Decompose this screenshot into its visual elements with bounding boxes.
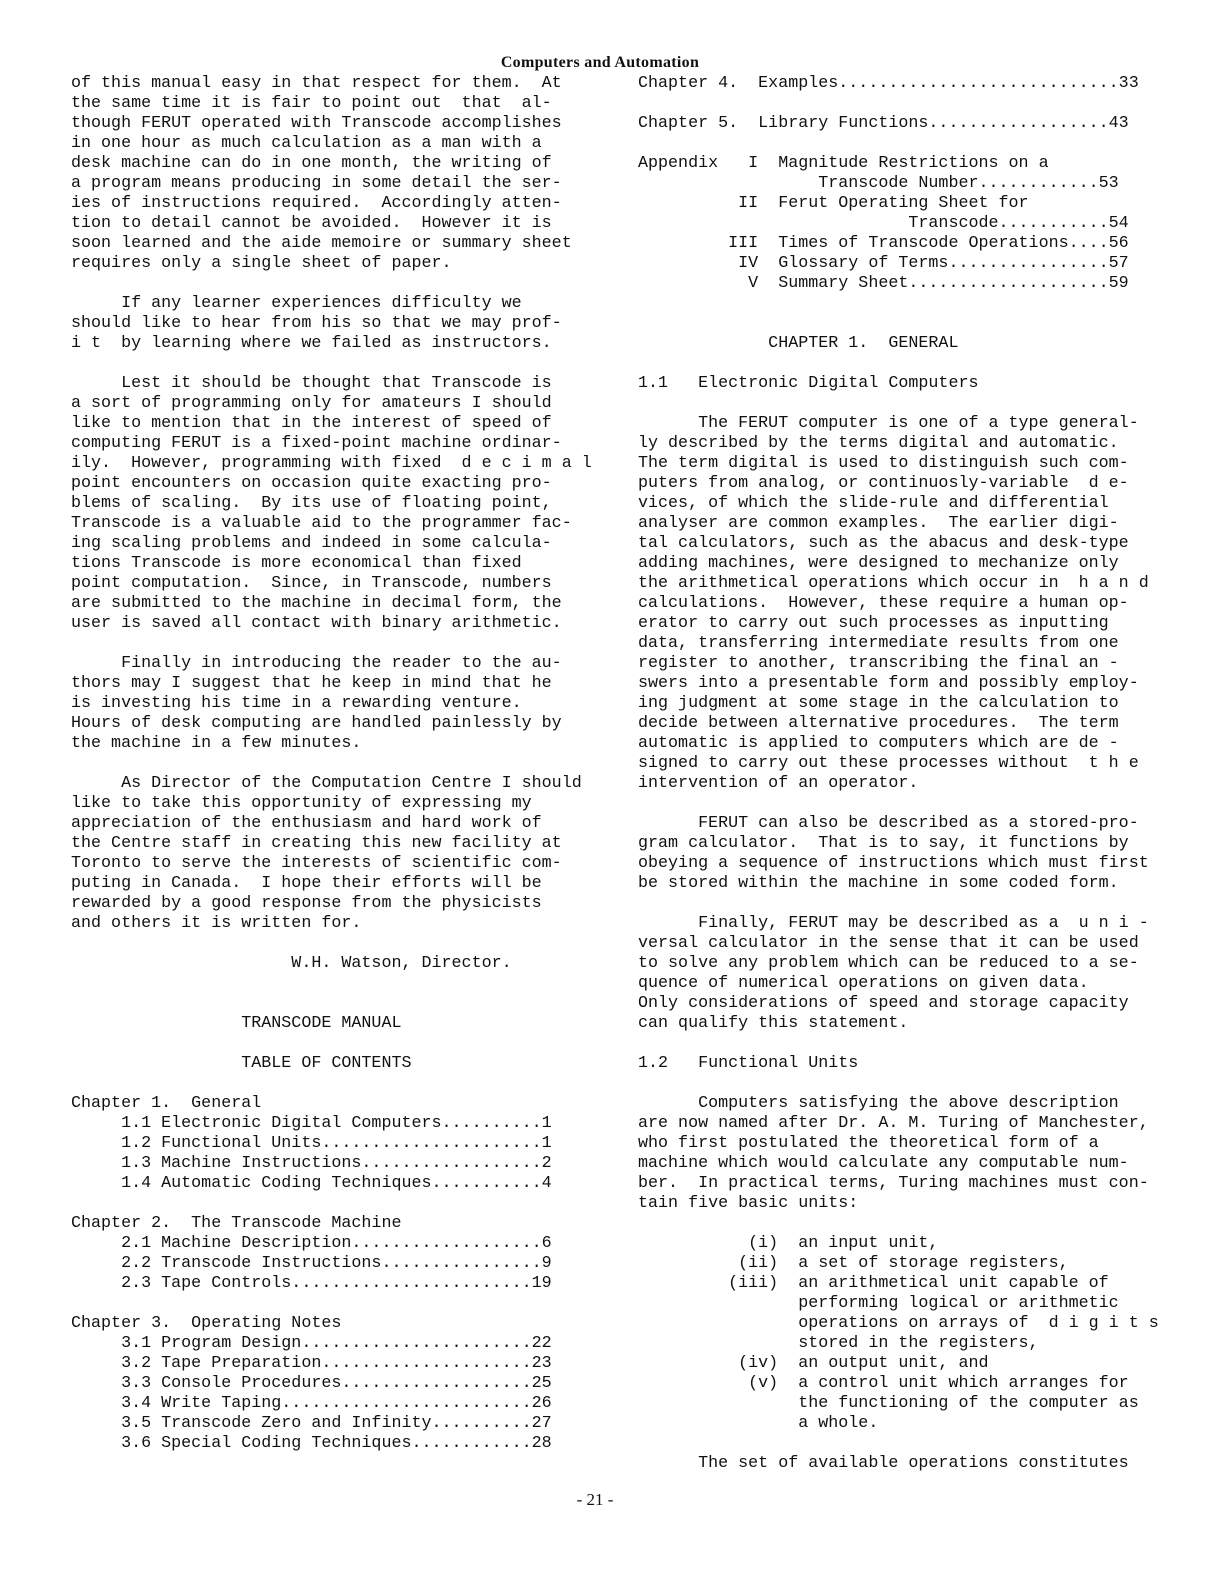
right-column-line: Transcode...........54 — [638, 214, 1129, 233]
left-column-line — [71, 974, 592, 994]
left-column-line: Hours of desk computing are handled painlessly by — [71, 714, 562, 733]
left-column-line: ies of instructions required. Accordingly atten- — [71, 194, 562, 213]
right-column-line: operations on arrays of d i g i t s — [638, 1314, 1159, 1333]
right-column-line: gram calculator. That is to say, it functions by — [638, 834, 1129, 853]
right-column-line: IV Glossary of Terms................57 — [638, 254, 1129, 273]
left-column-line — [71, 934, 592, 954]
right-column-line — [638, 1034, 1159, 1054]
left-column-line: user is saved all contact with binary arithmetic. — [71, 614, 562, 633]
right-column-line — [638, 794, 1159, 814]
left-column-line: computing FERUT is a fixed-point machine ordinar- — [71, 434, 562, 453]
left-column-line: As Director of the Computation Centre I should — [71, 774, 582, 793]
right-column-line: ber. In practical terms, Turing machines must con- — [638, 1174, 1149, 1193]
right-column-line: swers into a presentable form and possibly employ- — [638, 674, 1139, 693]
right-column-line: the arithmetical operations which occur in h a n d — [638, 574, 1149, 593]
left-column-line — [71, 1194, 592, 1214]
left-column-line — [71, 274, 592, 294]
right-column-line: III Times of Transcode Operations....56 — [638, 234, 1129, 253]
left-column-line: point encounters on occasion quite exacting pro- — [71, 474, 552, 493]
left-column-line: a sort of programming only for amateurs I should — [71, 394, 552, 413]
left-column-line: like to mention that in the interest of speed of — [71, 414, 552, 433]
left-column-line: Chapter 2. The Transcode Machine — [71, 1214, 402, 1233]
right-column-line: calculations. However, these require a human op- — [638, 594, 1129, 613]
right-column-line: (ii) a set of storage registers, — [638, 1254, 1069, 1273]
right-column-line — [638, 394, 1159, 414]
left-column-line: blems of scaling. By its use of floating point, — [71, 494, 552, 513]
left-column-line: 3.5 Transcode Zero and Infinity..........27 — [71, 1414, 552, 1433]
right-column-line: analyser are common examples. The earlier digi- — [638, 514, 1119, 533]
left-column-line: W.H. Watson, Director. — [71, 954, 512, 973]
left-column-line: 1.2 Functional Units......................1 — [71, 1134, 552, 1153]
right-column-line: tain five basic units: — [638, 1194, 859, 1213]
left-column-line: is investing his time in a rewarding venture. — [71, 694, 522, 713]
right-column-line: ly described by the terms digital and automatic. — [638, 434, 1119, 453]
right-column-line: V Summary Sheet....................59 — [638, 274, 1129, 293]
left-column-line — [71, 354, 592, 374]
right-column-line: Transcode Number............53 — [638, 174, 1119, 193]
left-column-line: thors may I suggest that he keep in mind that he — [71, 674, 552, 693]
left-column-line — [71, 1294, 592, 1314]
right-column-line — [638, 354, 1159, 374]
right-column-line — [638, 1074, 1159, 1094]
left-column-line: TRANSCODE MANUAL — [71, 1014, 402, 1033]
left-column-line: though FERUT operated with Transcode accomplishes — [71, 114, 562, 133]
left-column-line: 2.1 Machine Description...................6 — [71, 1234, 552, 1253]
right-column-line: erator to carry out such processes as inputting — [638, 614, 1109, 633]
right-column-line — [638, 94, 1159, 114]
right-column-line: data, transferring intermediate results from one — [638, 634, 1119, 653]
left-column-line: are submitted to the machine in decimal form, the — [71, 594, 562, 613]
left-column-line: 3.4 Write Taping.........................26 — [71, 1394, 552, 1413]
right-column-line: CHAPTER 1. GENERAL — [638, 334, 959, 353]
left-column-line — [71, 1034, 592, 1054]
left-column-line: desk machine can do in one month, the writing of — [71, 154, 552, 173]
right-column-line: The FERUT computer is one of a type general- — [638, 414, 1139, 433]
page-number: - 21 - — [576, 1490, 614, 1509]
left-column-line: the same time it is fair to point out that al- — [71, 94, 552, 113]
right-column-line: Chapter 5. Library Functions..................43 — [638, 114, 1129, 133]
left-column-line: appreciation of the enthusiasm and hard work of — [71, 814, 542, 833]
left-column-line: Transcode is a valuable aid to the programmer fac- — [71, 514, 572, 533]
right-column-line: are now named after Dr. A. M. Turing of Manchester, — [638, 1114, 1149, 1133]
left-column-line: TABLE OF CONTENTS — [71, 1054, 412, 1073]
left-column-line: 1.4 Automatic Coding Techniques...........4 — [71, 1174, 552, 1193]
right-column-line: The set of available operations constitutes — [638, 1454, 1129, 1473]
left-column-line: the machine in a few minutes. — [71, 734, 362, 753]
right-column-line: who first postulated the theoretical form of a — [638, 1134, 1099, 1153]
right-column — [638, 74, 1159, 1474]
right-column-line: can qualify this statement. — [638, 1014, 909, 1033]
left-column-line — [71, 634, 592, 654]
right-column-line: 1.1 Electronic Digital Computers — [638, 374, 979, 393]
left-column-line: ily. However, programming with fixed d e c i m a l — [71, 454, 592, 473]
left-column-line: i t by learning where we failed as instructors. — [71, 334, 552, 353]
left-column-line — [71, 1074, 592, 1094]
right-column-line: automatic is applied to computers which are de - — [638, 734, 1119, 753]
right-column-line: (iv) an output unit, and — [638, 1354, 989, 1373]
right-column-line — [638, 894, 1159, 914]
right-column-line: FERUT can also be described as a stored-pro- — [638, 814, 1139, 833]
left-column-line: Finally in introducing the reader to the au- — [71, 654, 562, 673]
right-column-line: machine which would calculate any computable num- — [638, 1154, 1129, 1173]
left-column-line: 2.2 Transcode Instructions................9 — [71, 1254, 552, 1273]
left-column-line: puting in Canada. I hope their efforts will be — [71, 874, 542, 893]
left-column-line: Lest it should be thought that Transcode is — [71, 374, 552, 393]
left-column-line — [71, 994, 592, 1014]
right-column-line: Chapter 4. Examples............................33 — [638, 74, 1139, 93]
right-column-line: (v) a control unit which arranges for — [638, 1374, 1129, 1393]
right-column-line: intervention of an operator. — [638, 774, 919, 793]
right-column-line: signed to carry out these processes without t h e — [638, 754, 1139, 773]
left-column-line: 1.3 Machine Instructions..................2 — [71, 1154, 552, 1173]
right-column-line — [638, 134, 1159, 154]
right-column-line: puters from analog, or continuosly-variable d e- — [638, 474, 1129, 493]
left-column-line: ing scaling problems and indeed in some calcula- — [71, 534, 552, 553]
left-column-line: point computation. Since, in Transcode, numbers — [71, 574, 552, 593]
right-column-line: Finally, FERUT may be described as a u n i - — [638, 914, 1149, 933]
right-column-line: decide between alternative procedures. The term — [638, 714, 1119, 733]
right-column-line: tal calculators, such as the abacus and desk-type — [638, 534, 1129, 553]
left-column-line: If any learner experiences difficulty we — [71, 294, 522, 313]
left-column-line: 2.3 Tape Controls........................19 — [71, 1274, 552, 1293]
left-column — [71, 74, 592, 1454]
right-column-line: 1.2 Functional Units — [638, 1054, 859, 1073]
left-column-line: 3.1 Program Design.......................22 — [71, 1334, 552, 1353]
right-column-line: a whole. — [638, 1414, 879, 1433]
right-column-line: performing logical or arithmetic — [638, 1294, 1119, 1313]
right-column-line: to solve any problem which can be reduced to a se- — [638, 954, 1139, 973]
left-column-line: Toronto to serve the interests of scientific com- — [71, 854, 562, 873]
left-column-line: the Centre staff in creating this new facility at — [71, 834, 562, 853]
left-column-line: of this manual easy in that respect for them. At — [71, 74, 562, 93]
left-column-line: 3.2 Tape Preparation.....................23 — [71, 1354, 552, 1373]
right-column-line: vices, of which the slide-rule and differential — [638, 494, 1109, 513]
right-column-line: quence of numerical operations on given data. — [638, 974, 1089, 993]
right-column-line: The term digital is used to distinguish such com- — [638, 454, 1129, 473]
right-column-line: the functioning of the computer as — [638, 1394, 1139, 1413]
right-column-line: obeying a sequence of instructions which must first — [638, 854, 1149, 873]
right-column-line: stored in the registers, — [638, 1334, 1039, 1353]
right-column-line: Appendix I Magnitude Restrictions on a — [638, 154, 1049, 173]
left-column-line: and others it is written for. — [71, 914, 362, 933]
right-column-line — [638, 1434, 1159, 1454]
left-column-line: 1.1 Electronic Digital Computers..........1 — [71, 1114, 552, 1133]
right-column-line: (iii) an arithmetical unit capable of — [638, 1274, 1109, 1293]
right-column-line: II Ferut Operating Sheet for — [638, 194, 1029, 213]
right-column-line: Only considerations of speed and storage capacity — [638, 994, 1129, 1013]
right-column-line: adding machines, were designed to mechanize only — [638, 554, 1119, 573]
left-column-line: like to take this opportunity of expressing my — [71, 794, 532, 813]
right-column-line: (i) an input unit, — [638, 1234, 939, 1253]
right-column-line: register to another, transcribing the final an - — [638, 654, 1119, 673]
left-column-line: 3.3 Console Procedures...................25 — [71, 1374, 552, 1393]
right-column-line — [638, 314, 1159, 334]
running-header: Computers and Automation — [500, 54, 700, 71]
right-column-line: be stored within the machine in some coded form. — [638, 874, 1119, 893]
left-column-line: soon learned and the aide memoire or summary sheet — [71, 234, 572, 253]
right-column-line: ing judgment at some stage in the calculation to — [638, 694, 1119, 713]
right-column-line: versal calculator in the sense that it can be used — [638, 934, 1139, 953]
left-column-line: should like to hear from his so that we may prof- — [71, 314, 562, 333]
left-column-line: tions Transcode is more economical than fixed — [71, 554, 522, 573]
left-column-line: tion to detail cannot be avoided. However it is — [71, 214, 552, 233]
left-column-line: in one hour as much calculation as a man with a — [71, 134, 542, 153]
right-column-line — [638, 294, 1159, 314]
left-column-line: rewarded by a good response from the physicists — [71, 894, 542, 913]
left-column-line — [71, 754, 592, 774]
right-column-line: Computers satisfying the above description — [638, 1094, 1119, 1113]
left-column-line: a program means producing in some detail the ser- — [71, 174, 562, 193]
right-column-line — [638, 1214, 1159, 1234]
left-column-line: Chapter 3. Operating Notes — [71, 1314, 342, 1333]
left-column-line: Chapter 1. General — [71, 1094, 262, 1113]
left-column-line: 3.6 Special Coding Techniques............28 — [71, 1434, 552, 1453]
left-column-line: requires only a single sheet of paper. — [71, 254, 452, 273]
